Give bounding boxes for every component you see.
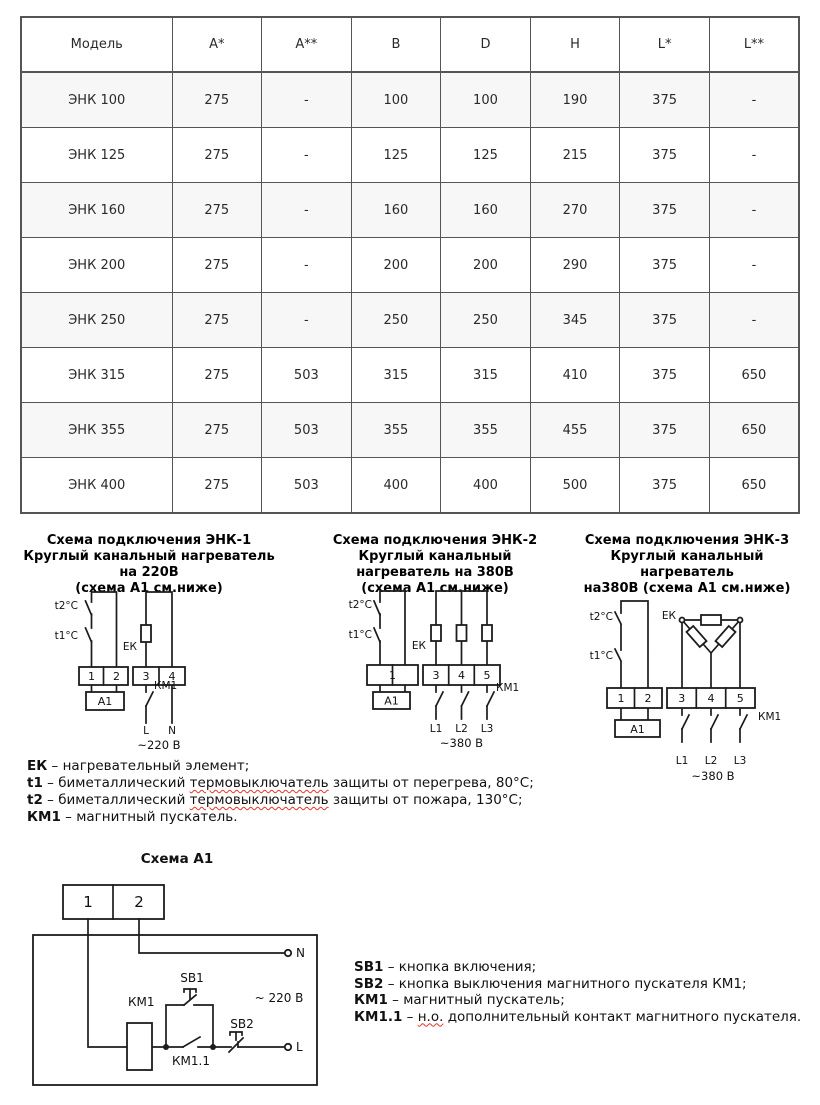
l-terminal [285,1044,291,1050]
legend-text: дополнительный контакт магнитного пускателя. [443,1008,802,1025]
line-l2-label: L2 [455,723,468,735]
column-header: A* [172,17,262,72]
dimension-cell: 315 [441,348,531,403]
legend-text: – [402,1008,418,1025]
model-cell: ЭНК 315 [21,348,172,403]
km1-contact-blade [146,692,153,706]
dimension-cell: 375 [620,238,710,293]
voltage-label: ~220 В [137,738,181,752]
dimension-cell: 125 [441,128,531,183]
diagram1-title-line3: (схема А1 см.ниже) [75,581,223,596]
schema-a1-title: Схема А1 [140,851,214,867]
terminal-4: 4 [168,670,176,683]
legend-key: SB2 [354,975,384,992]
n-terminal [285,950,291,956]
line-l1-label: L1 [675,755,689,767]
dimension-cell: 275 [172,458,262,514]
dimension-cell: 375 [620,348,710,403]
legend-key: КМ1 [354,992,388,1008]
terminal-block [63,885,164,919]
dimension-cell: 375 [620,293,710,348]
diagram3-title-line3: на380В (схема А1 см.ниже) [583,581,791,596]
dimension-cell: 375 [620,403,710,458]
dimension-cell: 455 [530,403,620,458]
legend-item [27,775,534,792]
column-header: Модель [21,17,172,72]
schema-a1-diagram [20,848,350,1098]
km1-label: КМ1 [758,711,782,723]
dimension-cell: 275 [172,293,262,348]
l-label: L [296,1040,303,1054]
legend-key: SB1 [354,959,384,975]
model-cell: ЭНК 355 [21,403,172,458]
dimension-cell: - [262,183,352,238]
dimension-cell: 650 [709,403,799,458]
dimension-cell: - [262,128,352,183]
km11-label: КМ1.1 [172,1054,210,1068]
wiring-diagram-enk1 [30,588,280,760]
dimension-cell: 375 [620,72,710,128]
table-header-row [21,17,799,72]
dimension-cell: 375 [620,183,710,238]
diagram2-title-line3: (схема А1 см.ниже) [361,581,509,596]
legend-bottom [354,959,804,1025]
model-cell: ЭНК 100 [21,72,172,128]
line-l2-label: L2 [704,755,718,767]
dimension-cell: 275 [172,128,262,183]
wires [88,919,285,1052]
dimension-cell: - [709,128,799,183]
km1-label: КМ1 [154,680,178,692]
km1-coil [127,1023,152,1070]
table-header [21,17,799,72]
line-l1-label: L1 [429,723,443,735]
wiring-diagram-enk2 [330,588,580,760]
t2-label: t2°C [54,600,78,612]
dimension-cell: 650 [709,458,799,514]
km1-contact-blades [436,692,494,706]
thermal-switch-blades [86,601,92,642]
dimension-cell: 100 [351,72,441,128]
dimension-cell: 345 [530,293,620,348]
legend-text: – магнитный пускатель; [387,992,565,1008]
t1-label: t1°C [589,650,613,662]
terminal-4: 4 [458,669,465,682]
dimension-cell: 200 [351,238,441,293]
diagram3-title-line2: Круглый канальный нагреватель [610,549,764,580]
legend-misspelled-word: н.о. [417,1008,444,1025]
dimension-cell: 400 [351,458,441,514]
model-cell: ЭНК 160 [21,183,172,238]
legend-text: защиты от перегрева, 80°С; [328,775,534,791]
line-l-label: L [143,725,149,737]
thermal-switch-blades [374,601,380,642]
table-body [21,72,799,513]
dimension-cell: 275 [172,183,262,238]
dimension-cell: 275 [172,403,262,458]
dimension-cell: - [709,183,799,238]
dimensions-table [20,16,800,514]
legend-text: – биметаллический [42,775,190,791]
heater-element [141,625,151,642]
junction-dot [210,1044,216,1050]
a1-label: А1 [384,694,399,708]
dimension-cell: 125 [351,128,441,183]
heater-elements [431,625,492,641]
legend-key: ЕК [27,758,48,774]
junction-dot [163,1044,169,1050]
model-cell: ЭНК 400 [21,458,172,514]
table-row [21,458,799,514]
legend-text: – биметаллический [42,792,190,808]
column-header: L** [709,17,799,72]
column-header: D [441,17,531,72]
line-l3-label: L3 [480,723,494,735]
dimension-cell: 290 [530,238,620,293]
thermal-switch-blades [615,612,621,661]
terminal-3: 3 [142,670,150,683]
legend-item [27,758,534,775]
dimension-cell: - [709,293,799,348]
dimension-cell: 100 [441,72,531,128]
sb2-label: SB2 [230,1017,254,1031]
dimension-cell: 503 [262,403,352,458]
dimension-cell: 375 [620,128,710,183]
terminal-1: 1 [617,692,625,705]
legend-text: – кнопка выключения магнитного пускателя КМ1; [383,975,747,992]
terminal-2: 2 [113,670,120,683]
dimension-cell: 375 [620,458,710,514]
dimension-cell: 275 [172,72,262,128]
dimension-cell: 275 [172,238,262,293]
legend-text: – магнитный пускатель. [60,809,238,825]
dimension-cell: - [709,72,799,128]
km1-contact-blades [682,715,747,729]
dimension-cell: 410 [530,348,620,403]
diagram1-title-line2: Круглый канальный нагреватель на 220В [23,549,275,580]
sb1-label: SB1 [180,971,204,985]
diagram1-title-line1: Схема подключения ЭНК-1 [46,533,252,548]
column-header: H [530,17,620,72]
terminal-5: 5 [736,692,744,705]
dimension-cell: 650 [709,348,799,403]
t2-label: t2°C [589,611,613,623]
dimension-cell: - [262,238,352,293]
dimension-cell: 270 [530,183,620,238]
legend-misspelled-word: термовыключатель [189,775,329,791]
legend-key: КМ1.1 [354,1008,403,1025]
dimension-cell: 190 [530,72,620,128]
column-header: A** [262,17,352,72]
terminal-2: 2 [644,692,652,705]
legend-item [354,976,804,993]
terminal-5: 5 [483,669,491,682]
legend-key: t1 [27,775,43,791]
dimension-cell: 215 [530,128,620,183]
km1-label: КМ1 [128,995,155,1009]
dimension-cell: 250 [441,293,531,348]
t2-label: t2°C [348,599,372,611]
a1-label: А1 [630,723,645,736]
legend-item [354,1009,804,1026]
voltage-label: ~380 В [439,736,484,750]
dimension-cell: - [709,238,799,293]
model-cell: ЭНК 125 [21,128,172,183]
ek-label: ЕК [661,610,676,622]
voltage-label: ~380 В [691,769,735,783]
ek-label: ЕК [122,641,137,653]
terminal-3: 3 [678,692,686,705]
legend-key: КМ1 [27,809,61,825]
model-cell: ЭНК 200 [21,238,172,293]
dimension-cell: - [262,293,352,348]
dimension-cell: 355 [441,403,531,458]
t1-label: t1°C [54,630,78,642]
n-label: N [296,946,305,960]
table-row [21,183,799,238]
legend-text: – кнопка включения; [383,959,537,975]
ek-label: ЕК [411,640,426,652]
wiring-diagram-enk3 [580,588,820,793]
sb2-actuator [230,1032,242,1040]
diagram3-title-line1: Схема подключения ЭНК-3 [584,533,790,548]
t1-label: t1°C [348,629,372,641]
legend-text: – нагревательный элемент; [47,758,250,774]
km11-contact-blade [183,1037,200,1047]
dimension-cell: 400 [441,458,531,514]
terminal-1: 1 [389,669,396,682]
terminal-2: 2 [134,893,144,911]
a1-label: А1 [97,695,113,708]
dimension-cell: 250 [351,293,441,348]
legend-top [27,758,534,826]
dimension-cell: 160 [441,183,531,238]
legend-item [27,809,534,826]
terminal-4: 4 [707,692,715,705]
dimension-cell: 275 [172,348,262,403]
legend-item [354,992,804,1009]
diagram2-title-line2: Круглый канальный нагреватель на 380В [356,549,514,580]
dimension-cell: 500 [530,458,620,514]
model-cell: ЭНК 250 [21,293,172,348]
legend-text: защиты от пожара, 130°С; [328,792,523,808]
table-row [21,348,799,403]
table-row [21,238,799,293]
dimension-cell: 503 [262,348,352,403]
dimension-cell: 315 [351,348,441,403]
table-row [21,72,799,128]
column-header: L* [620,17,710,72]
legend-key: t2 [27,792,43,808]
table-row [21,293,799,348]
voltage-label: ~ 220 В [254,991,304,1005]
line-n-label: N [168,725,176,737]
dimension-cell: - [262,72,352,128]
terminal-1: 1 [88,670,95,683]
legend-item [354,959,804,976]
dimension-cell: 503 [262,458,352,514]
diagram2-title-line1: Схема подключения ЭНК-2 [332,533,538,548]
dimension-cell: 355 [351,403,441,458]
legend-misspelled-word: термовыключатель [189,792,329,808]
table-row [21,403,799,458]
terminal-1: 1 [83,893,93,911]
dimension-cell: 160 [351,183,441,238]
dimension-cell: 200 [441,238,531,293]
table-row [21,128,799,183]
column-header: B [351,17,441,72]
legend-item [27,792,534,809]
line-l3-label: L3 [733,755,747,767]
terminal-3: 3 [432,669,440,682]
km1-label: КМ1 [496,682,520,694]
